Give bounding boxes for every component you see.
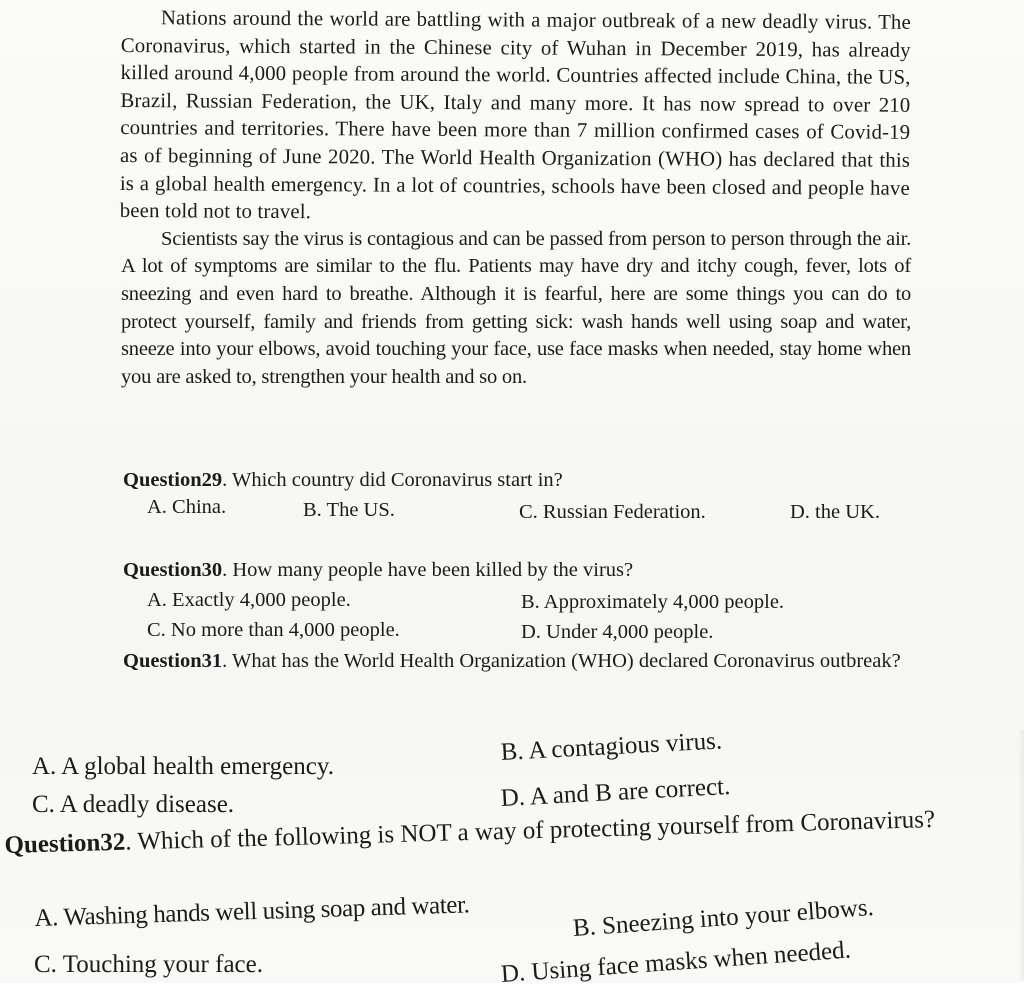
question-32-text: . Which of the following is NOT a way of protecting yourself from Coronavirus?: [124, 806, 936, 856]
question-30-option-d[interactable]: D. Under 4,000 people.: [521, 621, 714, 643]
question-31-option-a[interactable]: A. A global health emergency.: [32, 753, 335, 780]
question-29-option-b[interactable]: B. The US.: [303, 499, 395, 521]
question-31-label: Question31: [123, 650, 223, 672]
question-32-option-d[interactable]: D. Using face masks when needed.: [500, 936, 852, 988]
question-31-stem: [123, 648, 915, 675]
question-32-option-c[interactable]: C. Touching your face.: [34, 951, 263, 978]
question-29-option-a[interactable]: A. China.: [147, 496, 227, 518]
question-30-option-c[interactable]: C. No more than 4,000 people.: [147, 619, 400, 641]
passage-paragraph-2: Scientists say the virus is contagious and can be passed from person to person through the air. A lot of symptoms are similar to the flu. Patients may have dry and itchy cough, fever, lots of sneezing and even hard to breathe. Although it is fearful, here are some things you can do to protect yourself, family and friends from getting sick: wash hands well using soap and water, sneeze into your elbows, avoid touching your face, use face masks when needed, stay home when you are asked to, strengthen your health and so on.: [121, 227, 911, 388]
question-29-option-c[interactable]: C. Russian Federation.: [519, 501, 706, 523]
question-30-stem: [123, 557, 913, 584]
question-30-text: . How many people have been killed by the virus?: [222, 559, 634, 581]
question-30-option-a[interactable]: A. Exactly 4,000 people.: [147, 589, 351, 611]
question-32-label: Question32: [4, 828, 126, 859]
question-31-text: . What has the World Health Organization (WHO) declared Coronavirus outbreak?: [222, 650, 901, 672]
question-31-option-c[interactable]: C. A deadly disease.: [32, 791, 235, 818]
reading-passage: [121, 4, 911, 391]
question-30-label: Question30: [123, 559, 223, 581]
bottom-section: [0, 727, 1024, 988]
question-29-label: Question29: [123, 469, 223, 491]
question-31-option-d[interactable]: D. A and B are correct.: [500, 772, 731, 812]
question-31-option-b[interactable]: B. A contagious virus.: [500, 727, 723, 766]
passage-paragraph-1: Nations around the world are battling with a major outbreak of a new deadly virus. The Coronavirus, which started in the Chinese city of Wuhan in December 2019, has already killed around 4,000 people from around the world. Countries affected include China, the US, Brazil, Russian Federation, the UK, Italy and many more. It has now spread to over 210 countries and territories. There have been more than 7 million confirmed cases of Covid-19 as of beginning of June 2020. The World Health Organization (WHO) has declared that this is a global health emergency. In a lot of countries, schools have been closed and people have been told not to travel.: [119, 6, 911, 224]
page-edge-shadow: [1018, 730, 1024, 980]
question-30-option-b[interactable]: B. Approximately 4,000 people.: [521, 591, 785, 613]
question-29-stem: [123, 467, 913, 494]
question-29-option-d[interactable]: D. the UK.: [790, 501, 880, 523]
question-32-option-a[interactable]: A. Washing hands well using soap and water.: [34, 891, 470, 932]
question-29-text: . Which country did Coronavirus start in?: [222, 469, 563, 491]
question-32-option-b[interactable]: B. Sneezing into your elbows.: [572, 893, 875, 942]
